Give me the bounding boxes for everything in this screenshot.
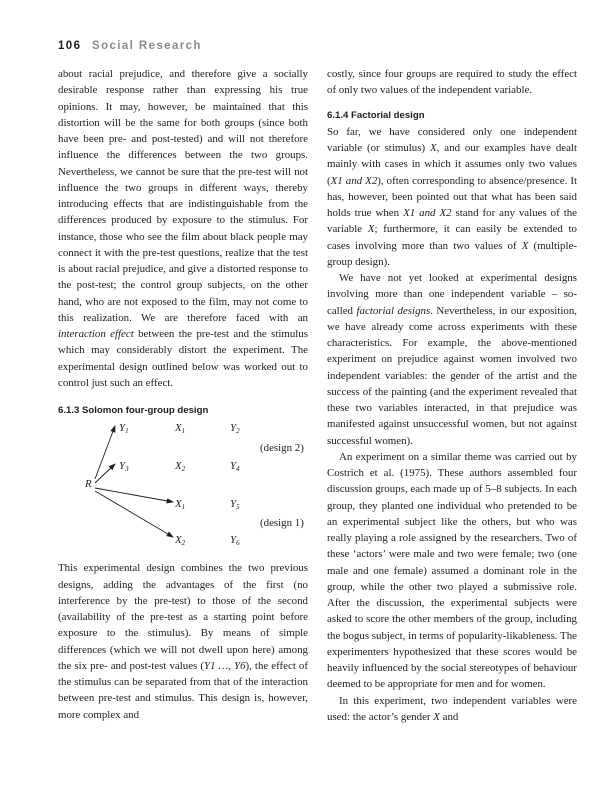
right-column xyxy=(327,66,577,725)
right-paragraph-1: costly, since four groups are required to study the effect of only two values of the independent variable. xyxy=(327,68,577,97)
running-head xyxy=(58,40,202,52)
right-paragraph-2: So far, we have considered only one independent variable (or stimulus) X, and our examples have dealt mainly with cases in which it assumes only two values (X1 and X2), often corresponding to absence/presence. It has, however, been pointed out that what has been said holds true when X1 and X2 stand for any values of the variable X; furthermore, it can easily be extended to cases involving more than two values of X (multiple-group design). xyxy=(327,125,577,268)
design-1-label: (design 1) xyxy=(260,517,304,530)
diagram-x2-row2: $X_2$ xyxy=(175,460,186,474)
diagram-y4: $Y_4$ xyxy=(230,460,240,474)
diagram-y3: $Y_3$ xyxy=(119,460,129,474)
left-column xyxy=(58,66,308,723)
diagram-x2-row4: $X_2$ xyxy=(175,534,186,548)
diagram-x1-row1: $X_1$ xyxy=(175,422,186,436)
left-paragraph-1: about racial prejudice, and therefore give a socially desirable response rather than expressing his true opinions. It may, however, be maintained that this distortion will be the same for both groups (since both have been pre- and post-tested) and will not therefore influence the differences between the two groups. Nevertheless, we cannot be sure that the pre-test will not influence the two groups in different ways, thereby introducing effects that are indistinguishable from the differences produced by exposure to the stimulus. For instance, those who see the film about black people may connect it with the pre-test questions, realize that the test is about racial prejudice, and give a distorted response to the post-test; the control group subjects, on the other hand, who are not exposed to the film, may not come to this realization. We are therefore faced with an interaction effect between the pre-test and the stimulus which may considerably distort the experiment. The experimental design outlined below was worked out to control just such an effect. xyxy=(58,68,308,389)
left-paragraph-2: This experimental design combines the two previous designs, adding the advantages of the first (no interference by the pre-test) to those of the second (availability of the pre-test as a starting point before exposure to the stimulus). By means of simple differences (which we will not dwell upon here) among the six pre- and post-test values (Y1 …, Y6), the effect of the stimulus can be separated from that of the interaction between pre-test and stimulus. This design is, however, more complex and xyxy=(58,562,308,721)
right-paragraph-4: An experiment on a similar theme was carried out by Costrich et al. (1975). These authors assembled four discussion groups, each made up of 5–8 subjects. In each group, they planted one individual who pretended to be an experimental subject like the others, but who was really playing a role assigned by the researchers. Two of these ‘actors’ were male and two were female; two (one male and one female) assumed a dominant role in the group, while the other two played a submissive role. After the discussion, the experimental subjects were asked to score the other members of the group, including the bogus subject, in terms of popularity-likableness. The experimenters hypothesized that these scores would be heavily influenced by the social stereotypes of behaviour deemed to be appropriate for men and for women. xyxy=(327,450,577,691)
diagram-y5: $Y_5$ xyxy=(230,498,240,512)
range-y1-y6: Y1 …, Y6 xyxy=(203,659,246,672)
right-paragraph-5: In this experiment, two independent variables were used: the actor’s gender X and xyxy=(327,694,577,723)
section-heading-6-1-4: 6.1.4 Factorial design xyxy=(327,109,425,121)
diagram-y2: $Y_2$ xyxy=(230,422,240,436)
diagram-y1: $Y_1$ xyxy=(119,422,129,436)
r-label: R xyxy=(85,478,92,491)
solomon-design-diagram xyxy=(58,419,308,560)
design-2-label: (design 2) xyxy=(260,442,304,455)
section-heading-6-1-3: 6.1.3 Solomon four-group design xyxy=(58,405,209,416)
diagram-y6: $Y_6$ xyxy=(230,534,240,548)
diagram-x1-row3: $X_1$ xyxy=(175,498,186,512)
book-title: Social Research xyxy=(92,40,202,52)
right-paragraph-3: We have not yet looked at experimental designs involving more than one independent variable – so-called factorial designs. Nevertheless, in our exposition, we have already come across experiments with these characteristics. For example, the above-mentioned experiment on prejudice against women involved two independent variables: the gender of the artist and the success of the painting (and the experiment revealed that these two variables interacted, in that prejudice was manifested against unsuccessful women, but not against successful women). xyxy=(327,272,577,447)
page-number: 106 xyxy=(58,40,82,52)
